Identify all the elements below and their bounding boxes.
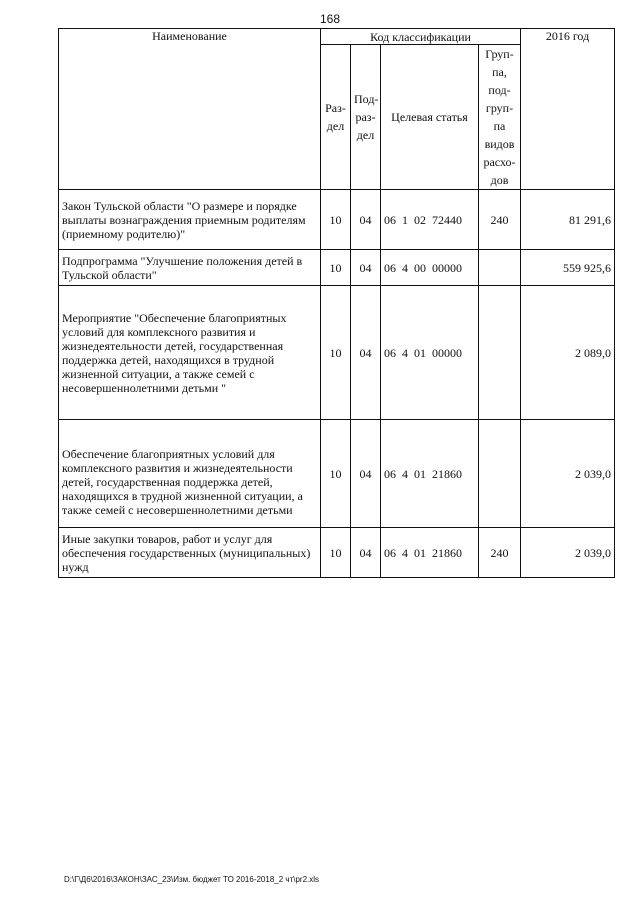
header-target-article: Целевая статья bbox=[381, 45, 479, 190]
header-subsection-text: Под- раз- дел bbox=[354, 92, 379, 142]
row-article: 06 4 01 21860 bbox=[381, 420, 479, 528]
row-name: Мероприятие "Обеспечение благоприятных условий для комплексного развития и жизнедеятельности детей, государственная поддержка детей, находящихся в трудной жизненной ситуации, а также семей с несовершеннолетними детьми " bbox=[59, 286, 321, 420]
header-year: 2016 год bbox=[521, 29, 615, 190]
table-row bbox=[59, 528, 615, 578]
table-row bbox=[59, 286, 615, 420]
row-subsection: 04 bbox=[351, 420, 381, 528]
row-section: 10 bbox=[321, 286, 351, 420]
row-group: 240 bbox=[479, 528, 521, 578]
budget-table bbox=[58, 28, 615, 578]
table-row bbox=[59, 250, 615, 286]
header-name: Наименование bbox=[59, 29, 321, 190]
row-group: 240 bbox=[479, 190, 521, 250]
row-section: 10 bbox=[321, 190, 351, 250]
page-number: 168 bbox=[320, 12, 341, 26]
row-subsection: 04 bbox=[351, 286, 381, 420]
header-section bbox=[321, 45, 351, 190]
header-expense-group bbox=[479, 45, 521, 190]
row-article: 06 4 00 00000 bbox=[381, 250, 479, 286]
row-amount: 2 089,0 bbox=[521, 286, 615, 420]
row-group bbox=[479, 420, 521, 528]
row-name: Подпрограмма "Улучшение положения детей в Тульской области" bbox=[59, 250, 321, 286]
header-subsection bbox=[351, 45, 381, 190]
row-group bbox=[479, 286, 521, 420]
row-name: Иные закупки товаров, работ и услуг для обеспечения государственных (муниципальных) нужд bbox=[59, 528, 321, 578]
row-section: 10 bbox=[321, 420, 351, 528]
row-subsection: 04 bbox=[351, 190, 381, 250]
row-subsection: 04 bbox=[351, 250, 381, 286]
footer-file-path: D:\Г\Д6\2016\ЗАКОН\ЗАС_23\Изм. бюджет ТО 2016-2018_2 чт\pr2.xls bbox=[64, 875, 320, 884]
row-section: 10 bbox=[321, 250, 351, 286]
header-expense-group-text: Груп- па, под- груп- па видов расхо- дов bbox=[483, 47, 516, 187]
row-article: 06 4 01 00000 bbox=[381, 286, 479, 420]
row-name: Обеспечение благоприятных условий для комплексного развития и жизнедеятельности детей, государственная поддержка детей, находящихся в трудной жизненной ситуации, а также семей с несовершеннолетними детьми bbox=[59, 420, 321, 528]
header-code-group: Код классификации bbox=[321, 29, 521, 45]
row-subsection: 04 bbox=[351, 528, 381, 578]
row-amount: 559 925,6 bbox=[521, 250, 615, 286]
row-article: 06 1 02 72440 bbox=[381, 190, 479, 250]
row-amount: 81 291,6 bbox=[521, 190, 615, 250]
row-name: Закон Тульской области "О размере и порядке выплаты вознаграждения приемным родителям (приемному родителю)" bbox=[59, 190, 321, 250]
row-article: 06 4 01 21860 bbox=[381, 528, 479, 578]
table-row bbox=[59, 420, 615, 528]
header-row-top bbox=[59, 29, 615, 45]
table-row bbox=[59, 190, 615, 250]
row-section: 10 bbox=[321, 528, 351, 578]
row-amount: 2 039,0 bbox=[521, 528, 615, 578]
row-group bbox=[479, 250, 521, 286]
row-amount: 2 039,0 bbox=[521, 420, 615, 528]
header-section-text: Раз- дел bbox=[325, 101, 346, 133]
